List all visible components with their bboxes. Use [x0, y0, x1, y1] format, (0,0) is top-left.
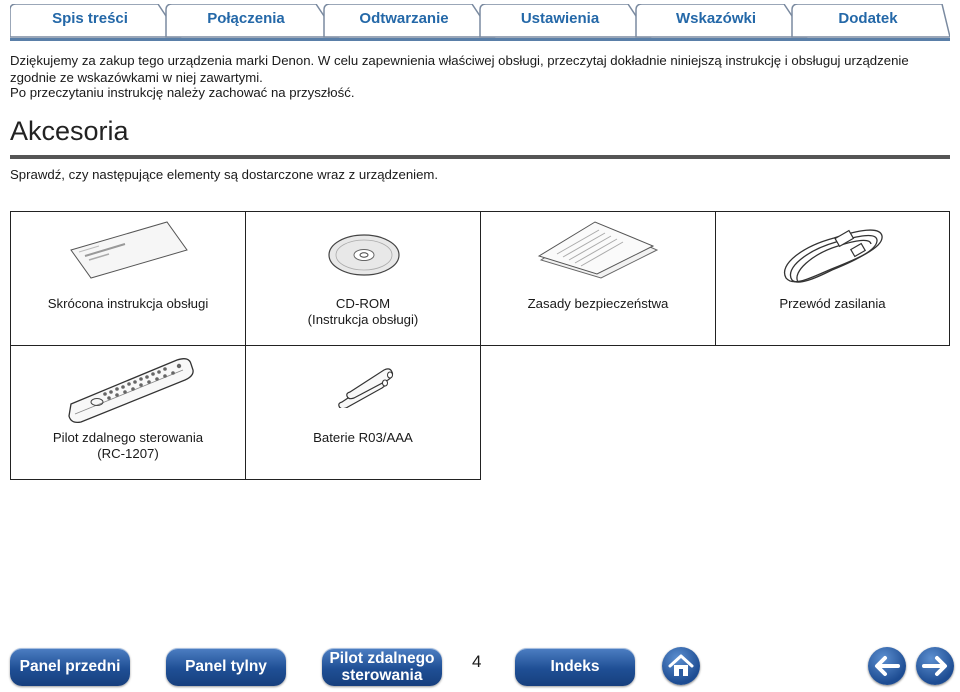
- accessory-safety-rules: [480, 211, 716, 346]
- cd-icon: [326, 232, 402, 278]
- accessory-cd-rom: [245, 211, 481, 346]
- arrow-right-icon: [916, 647, 954, 685]
- intro-note: Po przeczytaniu instrukcję należy zachować na przyszłość.: [10, 85, 355, 100]
- front-panel-label: Panel przedni: [19, 658, 121, 675]
- power-cord-icon: [774, 216, 894, 294]
- document-icon: [537, 220, 661, 280]
- home-button[interactable]: [662, 647, 700, 685]
- remote-control-label-line2: sterowania: [341, 667, 423, 684]
- remote-control-button[interactable]: [322, 648, 442, 686]
- accessory-label-sub: (Instrukcja obsługi): [307, 312, 419, 327]
- section-subtitle: Sprawdź, czy następujące elementy są dostarczone wraz z urządzeniem.: [10, 167, 439, 182]
- tab-playback[interactable]: Odtwarzanie: [359, 10, 449, 27]
- tab-appendix[interactable]: Dodatek: [838, 10, 898, 27]
- tab-tips[interactable]: Wskazówki: [675, 10, 757, 27]
- section-title: Akcesoria: [10, 116, 129, 146]
- accessory-label: Zasady bezpieczeństwa: [527, 296, 669, 311]
- accessory-remote-control: [10, 345, 246, 480]
- top-tab-bar: [10, 4, 950, 38]
- accessory-label-sub: (RC-1207): [97, 446, 159, 461]
- page-number: 4: [472, 652, 482, 671]
- accessory-label: CD-ROM: [335, 296, 391, 311]
- front-panel-button[interactable]: [10, 648, 130, 686]
- home-icon: [662, 647, 700, 685]
- remote-control-icon: [65, 352, 195, 424]
- accessory-label: Pilot zdalnego sterowania: [52, 430, 204, 445]
- arrow-left-icon: [868, 647, 906, 685]
- rear-panel-label: Panel tylny: [185, 658, 267, 675]
- accessory-quick-guide: [10, 211, 246, 346]
- index-button[interactable]: [515, 648, 635, 686]
- booklet-icon: [69, 220, 189, 280]
- accessory-label: Przewód zasilania: [779, 296, 886, 311]
- tab-settings[interactable]: Ustawienia: [520, 10, 600, 27]
- accessories-table: [10, 211, 950, 480]
- battery-icon: [338, 364, 398, 408]
- tab-contents[interactable]: Spis treści: [52, 10, 128, 27]
- forward-button[interactable]: [916, 647, 954, 685]
- remote-control-label-line1: Pilot zdalnego: [329, 650, 435, 667]
- rear-panel-button[interactable]: [166, 648, 286, 686]
- intro-paragraph: Dziękujemy za zakup tego urządzenia marki Denon. W celu zapewnienia właściwej obsługi, przeczytaj dokładnie niniejszą instrukcję i obsługuj urządzenie zgodnie ze wskazówkami w niej zawartymi.: [10, 53, 909, 85]
- tab-connections[interactable]: Połączenia: [207, 10, 285, 27]
- back-button[interactable]: [868, 647, 906, 685]
- section-divider: [10, 155, 950, 159]
- accessory-label: Skrócona instrukcja obsługi: [47, 296, 209, 311]
- accessory-label: Baterie R03/AAA: [313, 430, 413, 445]
- accessory-batteries: [245, 345, 481, 480]
- index-label: Indeks: [550, 658, 600, 675]
- accessory-power-cord: [715, 211, 950, 346]
- tabs-divider: [10, 38, 950, 41]
